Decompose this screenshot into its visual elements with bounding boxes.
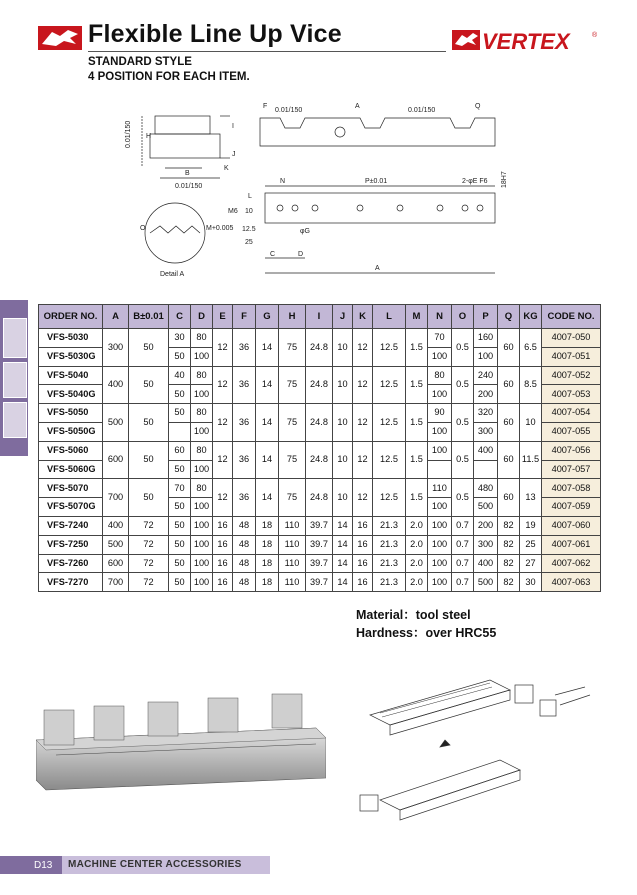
table-cell: 300 (474, 535, 498, 554)
cell-c: 30 (169, 329, 191, 348)
order-no-cell: VFS-5070G (39, 498, 103, 517)
cell-h: 75 (279, 404, 306, 442)
cell-p: 480 (474, 479, 498, 498)
cell-d: 80 (191, 479, 213, 498)
svg-text:0.01/150: 0.01/150 (275, 107, 303, 114)
cell-c: 50 (169, 404, 191, 423)
cell-c (169, 422, 191, 441)
table-cell: 39.7 (306, 573, 333, 592)
cell-d: 100 (191, 385, 213, 404)
cell-d: 100 (191, 498, 213, 517)
detail-a (140, 203, 234, 278)
cell-q: 60 (498, 404, 520, 442)
subtitle-style: STANDARD STYLE (88, 56, 192, 68)
thumbnail-fixture (3, 362, 27, 398)
cell-d: 80 (191, 441, 213, 460)
table-cell: 16 (353, 535, 373, 554)
cell-n: 100 (428, 347, 452, 366)
cell-i: 24.8 (306, 366, 333, 404)
product-photo (36, 690, 326, 800)
section-name: MACHINE CENTER ACCESSORIES (68, 859, 242, 870)
svg-text:L: L (248, 193, 252, 200)
cell-b: 50 (129, 404, 169, 442)
cell-b: 50 (129, 366, 169, 404)
table-cell: 100 (191, 535, 213, 554)
cell-k: 12 (353, 441, 373, 479)
table-cell: 110 (279, 516, 306, 535)
table-cell: 14 (333, 573, 353, 592)
cell-m: 1.5 (406, 329, 428, 367)
table-cell: 100 (428, 573, 452, 592)
col-header: B±0.01 (129, 305, 169, 329)
cell-l: 12.5 (373, 404, 406, 442)
svg-text:0.01/150: 0.01/150 (408, 107, 436, 114)
cell-d: 80 (191, 404, 213, 423)
table-cell: 72 (129, 573, 169, 592)
code-no-cell: 4007-055 (542, 422, 601, 441)
cell-c: 70 (169, 479, 191, 498)
cell-d: 100 (191, 422, 213, 441)
svg-text:H: H (146, 133, 152, 140)
table-cell: 72 (129, 516, 169, 535)
title-rule (88, 51, 446, 52)
col-header: KG (520, 305, 542, 329)
cell-c: 50 (169, 347, 191, 366)
cell-l: 12.5 (373, 441, 406, 479)
order-no-cell: VFS-5060 (39, 441, 103, 460)
table-cell: 82 (498, 535, 520, 554)
col-header: H (279, 305, 306, 329)
cell-f: 36 (233, 329, 256, 367)
table-cell: 48 (233, 573, 256, 592)
table-cell: 50 (169, 554, 191, 573)
table-cell: 0.7 (452, 573, 474, 592)
table-cell: 16 (353, 573, 373, 592)
col-header: D (191, 305, 213, 329)
table-cell: 500 (474, 573, 498, 592)
table-cell: 2.0 (406, 573, 428, 592)
side-view (125, 116, 236, 190)
cell-q: 60 (498, 441, 520, 479)
cell-c: 60 (169, 441, 191, 460)
table-cell: 16 (213, 516, 233, 535)
svg-text:®: ® (592, 32, 598, 39)
col-header: P (474, 305, 498, 329)
code-no-cell: 4007-051 (542, 347, 601, 366)
order-no-cell: VFS-5060G (39, 460, 103, 479)
table-cell: 48 (233, 535, 256, 554)
col-header: CODE NO. (542, 305, 601, 329)
table-cell: 2.0 (406, 516, 428, 535)
table-cell: 14 (333, 535, 353, 554)
page-footer (0, 856, 270, 874)
order-no-cell: VFS-5050G (39, 422, 103, 441)
cell-d: 100 (191, 347, 213, 366)
cell-n: 100 (428, 498, 452, 517)
cell-p: 240 (474, 366, 498, 385)
table-cell: 0.7 (452, 535, 474, 554)
cell-o: 0.5 (452, 366, 474, 404)
table-cell: 18 (256, 573, 279, 592)
svg-text:D: D (298, 251, 304, 258)
cell-m: 1.5 (406, 441, 428, 479)
table-row (39, 329, 601, 348)
table-cell: 100 (428, 554, 452, 573)
cell-f: 36 (233, 366, 256, 404)
table-cell: 16 (353, 516, 373, 535)
svg-text:I: I (232, 123, 234, 130)
table-cell: 500 (103, 535, 129, 554)
svg-text:0.01/150: 0.01/150 (125, 120, 132, 148)
table-cell: 72 (129, 554, 169, 573)
page-title: Flexible Line Up Vice (88, 20, 342, 48)
cell-g: 14 (256, 404, 279, 442)
cell-d: 80 (191, 366, 213, 385)
table-cell: 18 (256, 516, 279, 535)
cell-i: 24.8 (306, 329, 333, 367)
order-no-cell: VFS-5040 (39, 366, 103, 385)
col-header: ORDER NO. (39, 305, 103, 329)
table-cell: 14 (333, 554, 353, 573)
cell-a: 500 (103, 404, 129, 442)
table-cell: 2.0 (406, 554, 428, 573)
cell-j: 10 (333, 404, 353, 442)
table-header-row (39, 305, 601, 329)
col-header: O (452, 305, 474, 329)
svg-text:M+0.005: M+0.005 (206, 225, 234, 232)
order-no-cell: VFS-7270 (39, 573, 103, 592)
technical-drawing (120, 98, 520, 288)
svg-text:N: N (280, 178, 286, 185)
cell-b: 50 (129, 329, 169, 367)
svg-text:0.01/150: 0.01/150 (175, 183, 203, 190)
cell-n (428, 460, 452, 479)
svg-text:φG: φG (300, 228, 310, 235)
cell-k: 12 (353, 479, 373, 517)
svg-text:12.5: 12.5 (242, 226, 256, 233)
code-no-cell: 4007-059 (542, 498, 601, 517)
svg-text:18H7: 18H7 (501, 171, 508, 188)
table-cell: 50 (169, 573, 191, 592)
table-cell: 30 (520, 573, 542, 592)
table-cell: 16 (353, 554, 373, 573)
col-header: A (103, 305, 129, 329)
table-cell: 100 (428, 535, 452, 554)
cell-c: 40 (169, 366, 191, 385)
code-no-cell: 4007-054 (542, 404, 601, 423)
table-row (39, 516, 601, 535)
table-cell: 110 (279, 573, 306, 592)
cell-g: 14 (256, 441, 279, 479)
svg-text:J: J (232, 151, 236, 158)
cell-c: 50 (169, 498, 191, 517)
cell-p: 400 (474, 441, 498, 460)
svg-text:A: A (375, 265, 380, 272)
cell-c: 50 (169, 385, 191, 404)
cell-o: 0.5 (452, 441, 474, 479)
table-cell: 27 (520, 554, 542, 573)
cell-p: 320 (474, 404, 498, 423)
subtitle-positions: 4 POSITION FOR EACH ITEM. (88, 71, 250, 83)
order-no-cell: VFS-5030 (39, 329, 103, 348)
col-header: C (169, 305, 191, 329)
cell-kg: 11.5 (520, 441, 542, 479)
cell-p: 500 (474, 498, 498, 517)
vertex-brand-logo (452, 28, 600, 52)
cell-e: 12 (213, 329, 233, 367)
cell-i: 24.8 (306, 479, 333, 517)
cell-p: 160 (474, 329, 498, 348)
cell-p (474, 460, 498, 479)
cell-m: 1.5 (406, 479, 428, 517)
svg-text:P±0.01: P±0.01 (365, 178, 388, 185)
table-cell: 0.7 (452, 554, 474, 573)
col-header: N (428, 305, 452, 329)
svg-text:10: 10 (245, 208, 253, 215)
code-no-cell: 4007-056 (542, 441, 601, 460)
table-cell: 39.7 (306, 516, 333, 535)
table-row (39, 404, 601, 423)
cell-p: 100 (474, 347, 498, 366)
cell-o: 0.5 (452, 329, 474, 367)
table-cell: 18 (256, 554, 279, 573)
code-no-cell: 4007-063 (542, 573, 601, 592)
cell-q: 60 (498, 329, 520, 367)
table-cell: 39.7 (306, 535, 333, 554)
cell-h: 75 (279, 329, 306, 367)
table-cell: 21.3 (373, 516, 406, 535)
table-cell: 21.3 (373, 535, 406, 554)
table-cell: 82 (498, 516, 520, 535)
table-cell: 14 (333, 516, 353, 535)
cell-j: 10 (333, 441, 353, 479)
col-header: G (256, 305, 279, 329)
material-spec: Material：tool steel (356, 608, 471, 622)
cell-a: 600 (103, 441, 129, 479)
code-no-cell: 4007-053 (542, 385, 601, 404)
svg-text:F: F (263, 103, 268, 110)
base-plan-view (228, 171, 508, 273)
svg-text:B: B (185, 170, 190, 177)
svg-text:25: 25 (245, 239, 253, 246)
cell-o: 0.5 (452, 479, 474, 517)
col-header: M (406, 305, 428, 329)
svg-text:C: C (270, 251, 276, 258)
table-cell: 50 (169, 516, 191, 535)
cell-f: 36 (233, 479, 256, 517)
cell-g: 14 (256, 329, 279, 367)
section-side-tab (0, 300, 28, 456)
cell-b: 50 (129, 441, 169, 479)
cell-n: 80 (428, 366, 452, 385)
code-no-cell: 4007-058 (542, 479, 601, 498)
table-cell: 100 (428, 516, 452, 535)
spec-table (38, 304, 601, 592)
cell-l: 12.5 (373, 366, 406, 404)
svg-text:K: K (224, 165, 229, 172)
order-no-cell: VFS-7240 (39, 516, 103, 535)
cell-k: 12 (353, 404, 373, 442)
cell-e: 12 (213, 366, 233, 404)
cell-q: 60 (498, 479, 520, 517)
cell-k: 12 (353, 329, 373, 367)
cell-l: 12.5 (373, 479, 406, 517)
cell-c: 50 (169, 460, 191, 479)
table-row (39, 366, 601, 385)
cell-j: 10 (333, 329, 353, 367)
table-cell: 25 (520, 535, 542, 554)
table-cell: 48 (233, 554, 256, 573)
table-cell: 400 (474, 554, 498, 573)
cell-kg: 8.5 (520, 366, 542, 404)
table-cell: 100 (191, 554, 213, 573)
cell-e: 12 (213, 479, 233, 517)
cell-h: 75 (279, 366, 306, 404)
cell-j: 10 (333, 479, 353, 517)
thumbnail-vice (3, 402, 27, 438)
cell-e: 12 (213, 404, 233, 442)
cell-kg: 6.5 (520, 329, 542, 367)
table-cell: 82 (498, 554, 520, 573)
table-cell: 39.7 (306, 554, 333, 573)
col-header: E (213, 305, 233, 329)
cell-n: 100 (428, 441, 452, 460)
cell-n: 100 (428, 422, 452, 441)
table-cell: 16 (213, 554, 233, 573)
table-row (39, 573, 601, 592)
cell-j: 10 (333, 366, 353, 404)
cell-n: 90 (428, 404, 452, 423)
col-header: L (373, 305, 406, 329)
order-no-cell: VFS-5030G (39, 347, 103, 366)
svg-text:A: A (355, 103, 360, 110)
table-cell: 0.7 (452, 516, 474, 535)
table-cell: 72 (129, 535, 169, 554)
col-header: J (333, 305, 353, 329)
col-header: Q (498, 305, 520, 329)
table-cell: 110 (279, 554, 306, 573)
table-cell: 200 (474, 516, 498, 535)
cell-kg: 10 (520, 404, 542, 442)
code-no-cell: 4007-060 (542, 516, 601, 535)
cell-q: 60 (498, 366, 520, 404)
code-no-cell: 4007-062 (542, 554, 601, 573)
table-row (39, 554, 601, 573)
cell-b: 50 (129, 479, 169, 517)
table-cell: 400 (103, 516, 129, 535)
cell-m: 1.5 (406, 404, 428, 442)
brand-text: VERTEX (482, 29, 570, 52)
cell-o: 0.5 (452, 404, 474, 442)
svg-text:O: O (140, 225, 146, 232)
table-cell: 21.3 (373, 573, 406, 592)
cell-f: 36 (233, 441, 256, 479)
table-cell: 2.0 (406, 535, 428, 554)
table-cell: 700 (103, 573, 129, 592)
order-no-cell: VFS-7260 (39, 554, 103, 573)
table-cell: 100 (191, 573, 213, 592)
cell-k: 12 (353, 366, 373, 404)
page-number: D13 (0, 856, 62, 874)
col-header: F (233, 305, 256, 329)
table-cell: 82 (498, 573, 520, 592)
order-no-cell: VFS-7250 (39, 535, 103, 554)
cell-l: 12.5 (373, 329, 406, 367)
svg-text:Detail A: Detail A (160, 271, 185, 278)
cell-d: 80 (191, 329, 213, 348)
table-cell: 16 (213, 535, 233, 554)
cell-n: 100 (428, 385, 452, 404)
table-cell: 16 (213, 573, 233, 592)
table-row (39, 535, 601, 554)
table-row (39, 479, 601, 498)
code-no-cell: 4007-052 (542, 366, 601, 385)
col-header: K (353, 305, 373, 329)
cell-f: 36 (233, 404, 256, 442)
svg-text:M6: M6 (228, 208, 238, 215)
order-no-cell: VFS-5040G (39, 385, 103, 404)
cell-a: 400 (103, 366, 129, 404)
thumbnail-rotary-table (3, 318, 27, 358)
cell-g: 14 (256, 366, 279, 404)
cell-e: 12 (213, 441, 233, 479)
cell-d: 100 (191, 460, 213, 479)
code-no-cell: 4007-061 (542, 535, 601, 554)
jaw-top-view (260, 103, 495, 146)
eagle-logo (38, 26, 82, 50)
table-cell: 21.3 (373, 554, 406, 573)
order-no-cell: VFS-5070 (39, 479, 103, 498)
table-cell: 50 (169, 535, 191, 554)
table-cell: 18 (256, 535, 279, 554)
cell-n: 110 (428, 479, 452, 498)
cell-i: 24.8 (306, 404, 333, 442)
cell-a: 700 (103, 479, 129, 517)
cell-m: 1.5 (406, 366, 428, 404)
cell-p: 200 (474, 385, 498, 404)
cell-h: 75 (279, 441, 306, 479)
cell-n: 70 (428, 329, 452, 348)
cell-i: 24.8 (306, 441, 333, 479)
hardness-spec: Hardness：over HRC55 (356, 626, 497, 640)
table-cell: 48 (233, 516, 256, 535)
cell-g: 14 (256, 479, 279, 517)
table-cell: 100 (191, 516, 213, 535)
table-row (39, 441, 601, 460)
table-cell: 600 (103, 554, 129, 573)
exploded-assembly-drawing (350, 665, 600, 840)
svg-text:Q: Q (475, 103, 481, 110)
col-header: I (306, 305, 333, 329)
order-no-cell: VFS-5050 (39, 404, 103, 423)
cell-a: 300 (103, 329, 129, 367)
cell-p: 300 (474, 422, 498, 441)
table-cell: 110 (279, 535, 306, 554)
svg-text:2-φE F6: 2-φE F6 (462, 178, 488, 185)
table-cell: 19 (520, 516, 542, 535)
code-no-cell: 4007-050 (542, 329, 601, 348)
code-no-cell: 4007-057 (542, 460, 601, 479)
cell-kg: 13 (520, 479, 542, 517)
cell-h: 75 (279, 479, 306, 517)
